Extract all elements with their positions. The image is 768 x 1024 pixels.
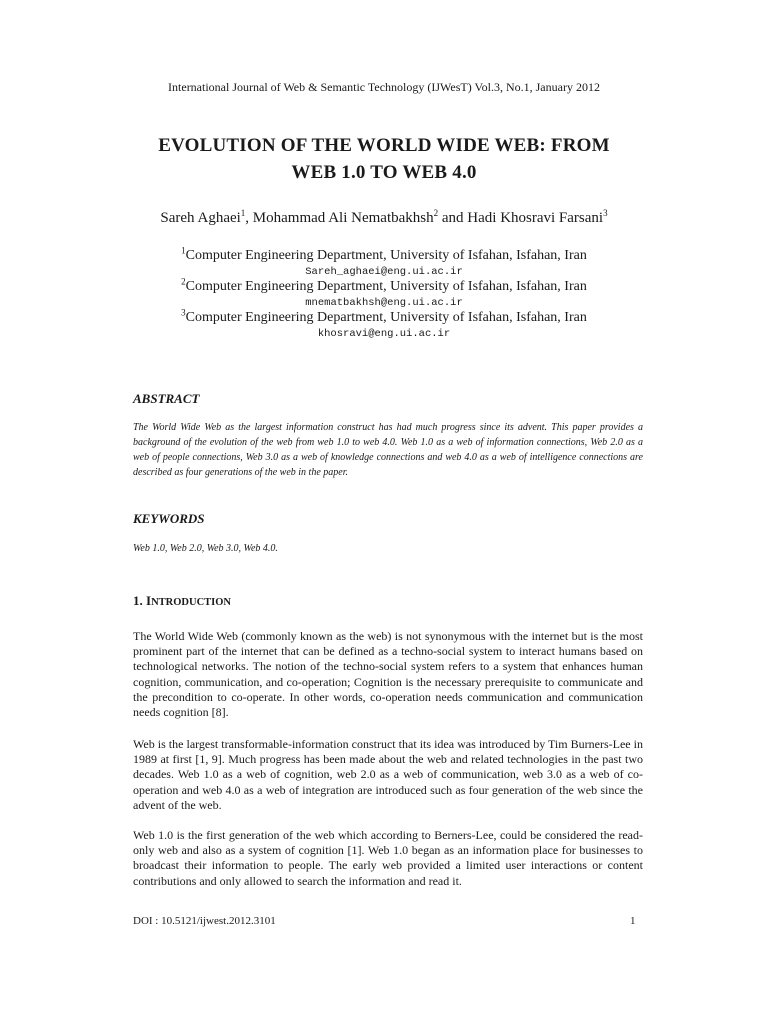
doi-footer: DOI : 10.5121/ijwest.2012.3101 <box>133 915 276 927</box>
heading-rest: NTRODUCTION <box>151 597 231 608</box>
author-name: Sareh Aghaei <box>160 210 241 226</box>
abstract-text: The World Wide Web as the largest information construct has had much progress since its advent. This paper provides a background of the evolution of the web from web 1.0 to web 4.0. Web 1.0 as a web of information connections, Web 2.0 as a web of people connections, Web 3.0 as a web of knowledge connections and web 4.0 as a web of intelligence connections are described as four generations of the web in the paper. <box>133 422 643 478</box>
author-email-2[interactable]: mnematbakhsh@eng.ui.ac.ir <box>305 297 463 309</box>
title-line-2: WEB 1.0 TO WEB 4.0 <box>291 162 477 183</box>
author-separator: , <box>245 210 253 226</box>
heading-cap: I <box>146 593 152 608</box>
keywords-heading: KEYWORDS <box>133 511 205 526</box>
affiliation-marker: 3 <box>181 307 186 318</box>
author-affil-marker: 3 <box>603 208 608 218</box>
affiliation-3 <box>0 307 768 326</box>
author-email-3[interactable]: khosravi@eng.ui.ac.ir <box>317 328 451 340</box>
affiliation-1 <box>0 245 768 264</box>
author-name: Hadi Khosravi Farsani <box>467 210 604 226</box>
author-list <box>0 210 768 227</box>
intro-paragraph-2: Web is the largest transformable-information construct that its idea was introduced by Tim Burners-Lee in 1989 at first [1, 9]. Much progress has been made about the web and related technologies in the past two decades. Web 1.0 as a web of cognition, web 2.0 as a web of communication, web 3.0 as a web of co-operation and web 4.0 as a web of integration are introduced such as four generation of the web since the advent of the web. <box>133 737 643 812</box>
affiliation-text: Computer Engineering Department, University of Isfahan, Isfahan, Iran <box>185 310 587 325</box>
affiliation-text: Computer Engineering Department, University of Isfahan, Isfahan, Iran <box>185 248 587 263</box>
affiliation-text: Computer Engineering Department, University of Isfahan, Isfahan, Iran <box>185 279 587 294</box>
author-name: Mohammad Ali Nematbakhsh <box>252 210 434 226</box>
paper-title <box>0 132 768 186</box>
page-number: 1 <box>630 915 636 927</box>
running-header: International Journal of Web & Semantic Technology (IJWesT) Vol.3, No.1, January 2012 <box>168 80 600 94</box>
author-separator: and <box>438 210 468 226</box>
author-affil-marker: 2 <box>433 208 439 218</box>
intro-paragraph-1: The World Wide Web (commonly known as the web) is not synonymous with the internet but is the most prominent part of the internet that can be defined as a techno-social system to interact humans based on technological networks. The notion of the techno-social system refers to a system that enhances human cognition, communication, and co-operation; Cognition is the necessary prerequisite to communicate and the precondition to co-operate. In other words, co-operation needs communication and communication needs cognition [8]. <box>133 629 643 720</box>
intro-paragraph-3: Web 1.0 is the first generation of the web which according to Berners-Lee, could be considered the read-only web and also as a system of cognition [1]. Web 1.0 began as an information place for businesses to broadcast their information to people. The early web provided a limited user interactions or content contributions and only allowed to search the information and read it. <box>133 828 643 888</box>
affiliation-marker: 2 <box>181 276 186 287</box>
section-number: 1. <box>133 593 146 608</box>
introduction-heading <box>133 593 231 609</box>
abstract-heading: ABSTRACT <box>133 391 200 406</box>
keywords-text: Web 1.0, Web 2.0, Web 3.0, Web 4.0. <box>133 543 278 554</box>
affiliation-marker: 1 <box>181 245 186 256</box>
title-line-1: EVOLUTION OF THE WORLD WIDE WEB: FROM <box>158 135 610 156</box>
affiliation-2 <box>0 276 768 295</box>
author-affil-marker: 1 <box>240 208 246 218</box>
author-email-1[interactable]: Sareh_aghaei@eng.ui.ac.ir <box>305 266 463 278</box>
